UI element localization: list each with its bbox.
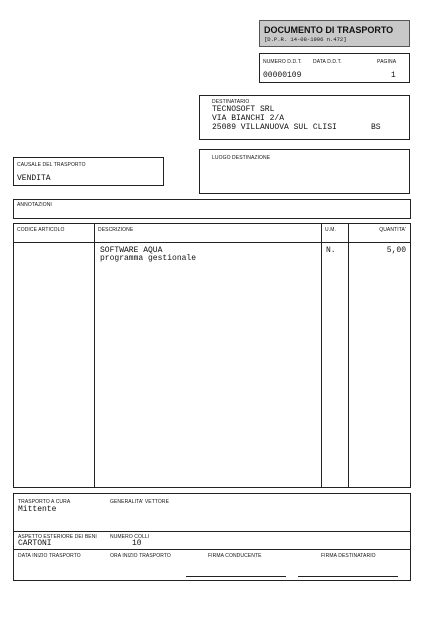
numero-ddt-label: NUMERO D.D.T. [263, 59, 302, 65]
colli-value: 10 [132, 539, 142, 548]
destinatario-province: BS [371, 123, 381, 132]
header-codice-articolo: CODICE ARTICOLO [17, 227, 65, 233]
annotazioni-box [13, 199, 411, 219]
row-quantita: 5,00 [386, 246, 406, 255]
footer-divider-2 [14, 549, 410, 550]
document-subtitle: [D.P.R. 14-08-1996 n.472] [264, 36, 347, 43]
vettore-label: GENERALITA' VETTORE [110, 499, 170, 505]
destinatario-label: DESTINATARIO [212, 99, 250, 105]
causale-label: CAUSALE DEL TRASPORTO [17, 162, 86, 168]
table-header-divider [14, 242, 410, 243]
firma-conducente-line [186, 576, 286, 577]
data-inizio-label: DATA INIZIO TRASPORTO [18, 553, 81, 559]
luogo-destinazione-box [199, 149, 410, 194]
firma-destinatario-label: FIRMA DESTINATARIO [321, 553, 376, 559]
footer-divider-1 [14, 531, 410, 532]
colli-label: NUMERO COLLI [110, 534, 150, 540]
destinatario-street: VIA BIANCHI 2/A [212, 114, 285, 123]
data-ddt-label: DATA D.D.T. [313, 59, 342, 65]
row-descrizione-2: programma gestionale [100, 254, 197, 263]
destinatario-city: 25089 VILLANUOVA SUL CLISI [212, 123, 337, 132]
annotazioni-label: ANNOTAZIONI [17, 202, 52, 208]
luogo-destinazione-label: LUOGO DESTINAZIONE [212, 155, 271, 161]
document-title-box [259, 20, 410, 47]
destinatario-box [199, 95, 410, 140]
ora-inizio-label: ORA INIZIO TRASPORTO [110, 553, 171, 559]
trasporto-label: TRASPORTO A CURA [18, 499, 71, 505]
table-row [14, 246, 410, 268]
document-title: DOCUMENTO DI TRASPORTO [264, 25, 394, 35]
document-number-box [259, 53, 410, 83]
pagina-label: PAGINA [377, 59, 397, 65]
destinatario-name: TECNOSOFT SRL [212, 105, 275, 114]
numero-ddt-value: 00000109 [263, 71, 302, 80]
header-um: U.M. [325, 227, 336, 233]
pagina-value: 1 [391, 71, 396, 80]
header-descrizione: DESCRIZIONE [98, 227, 134, 233]
causale-value: VENDITA [17, 174, 51, 183]
trasporto-value: Mittente [18, 505, 57, 514]
footer-box [13, 493, 411, 581]
row-descrizione-1: SOFTWARE AQUA [100, 246, 163, 255]
aspetto-value: CARTONI [18, 539, 52, 548]
header-quantita: QUANTITA' [379, 227, 406, 233]
causale-box [13, 157, 164, 186]
firma-destinatario-line [298, 576, 398, 577]
row-um: N. [326, 246, 336, 255]
aspetto-label: ASPETTO ESTERIORE DEI BENI [18, 534, 97, 540]
items-table [13, 223, 411, 488]
firma-conducente-label: FIRMA CONDUCENTE [208, 553, 262, 559]
